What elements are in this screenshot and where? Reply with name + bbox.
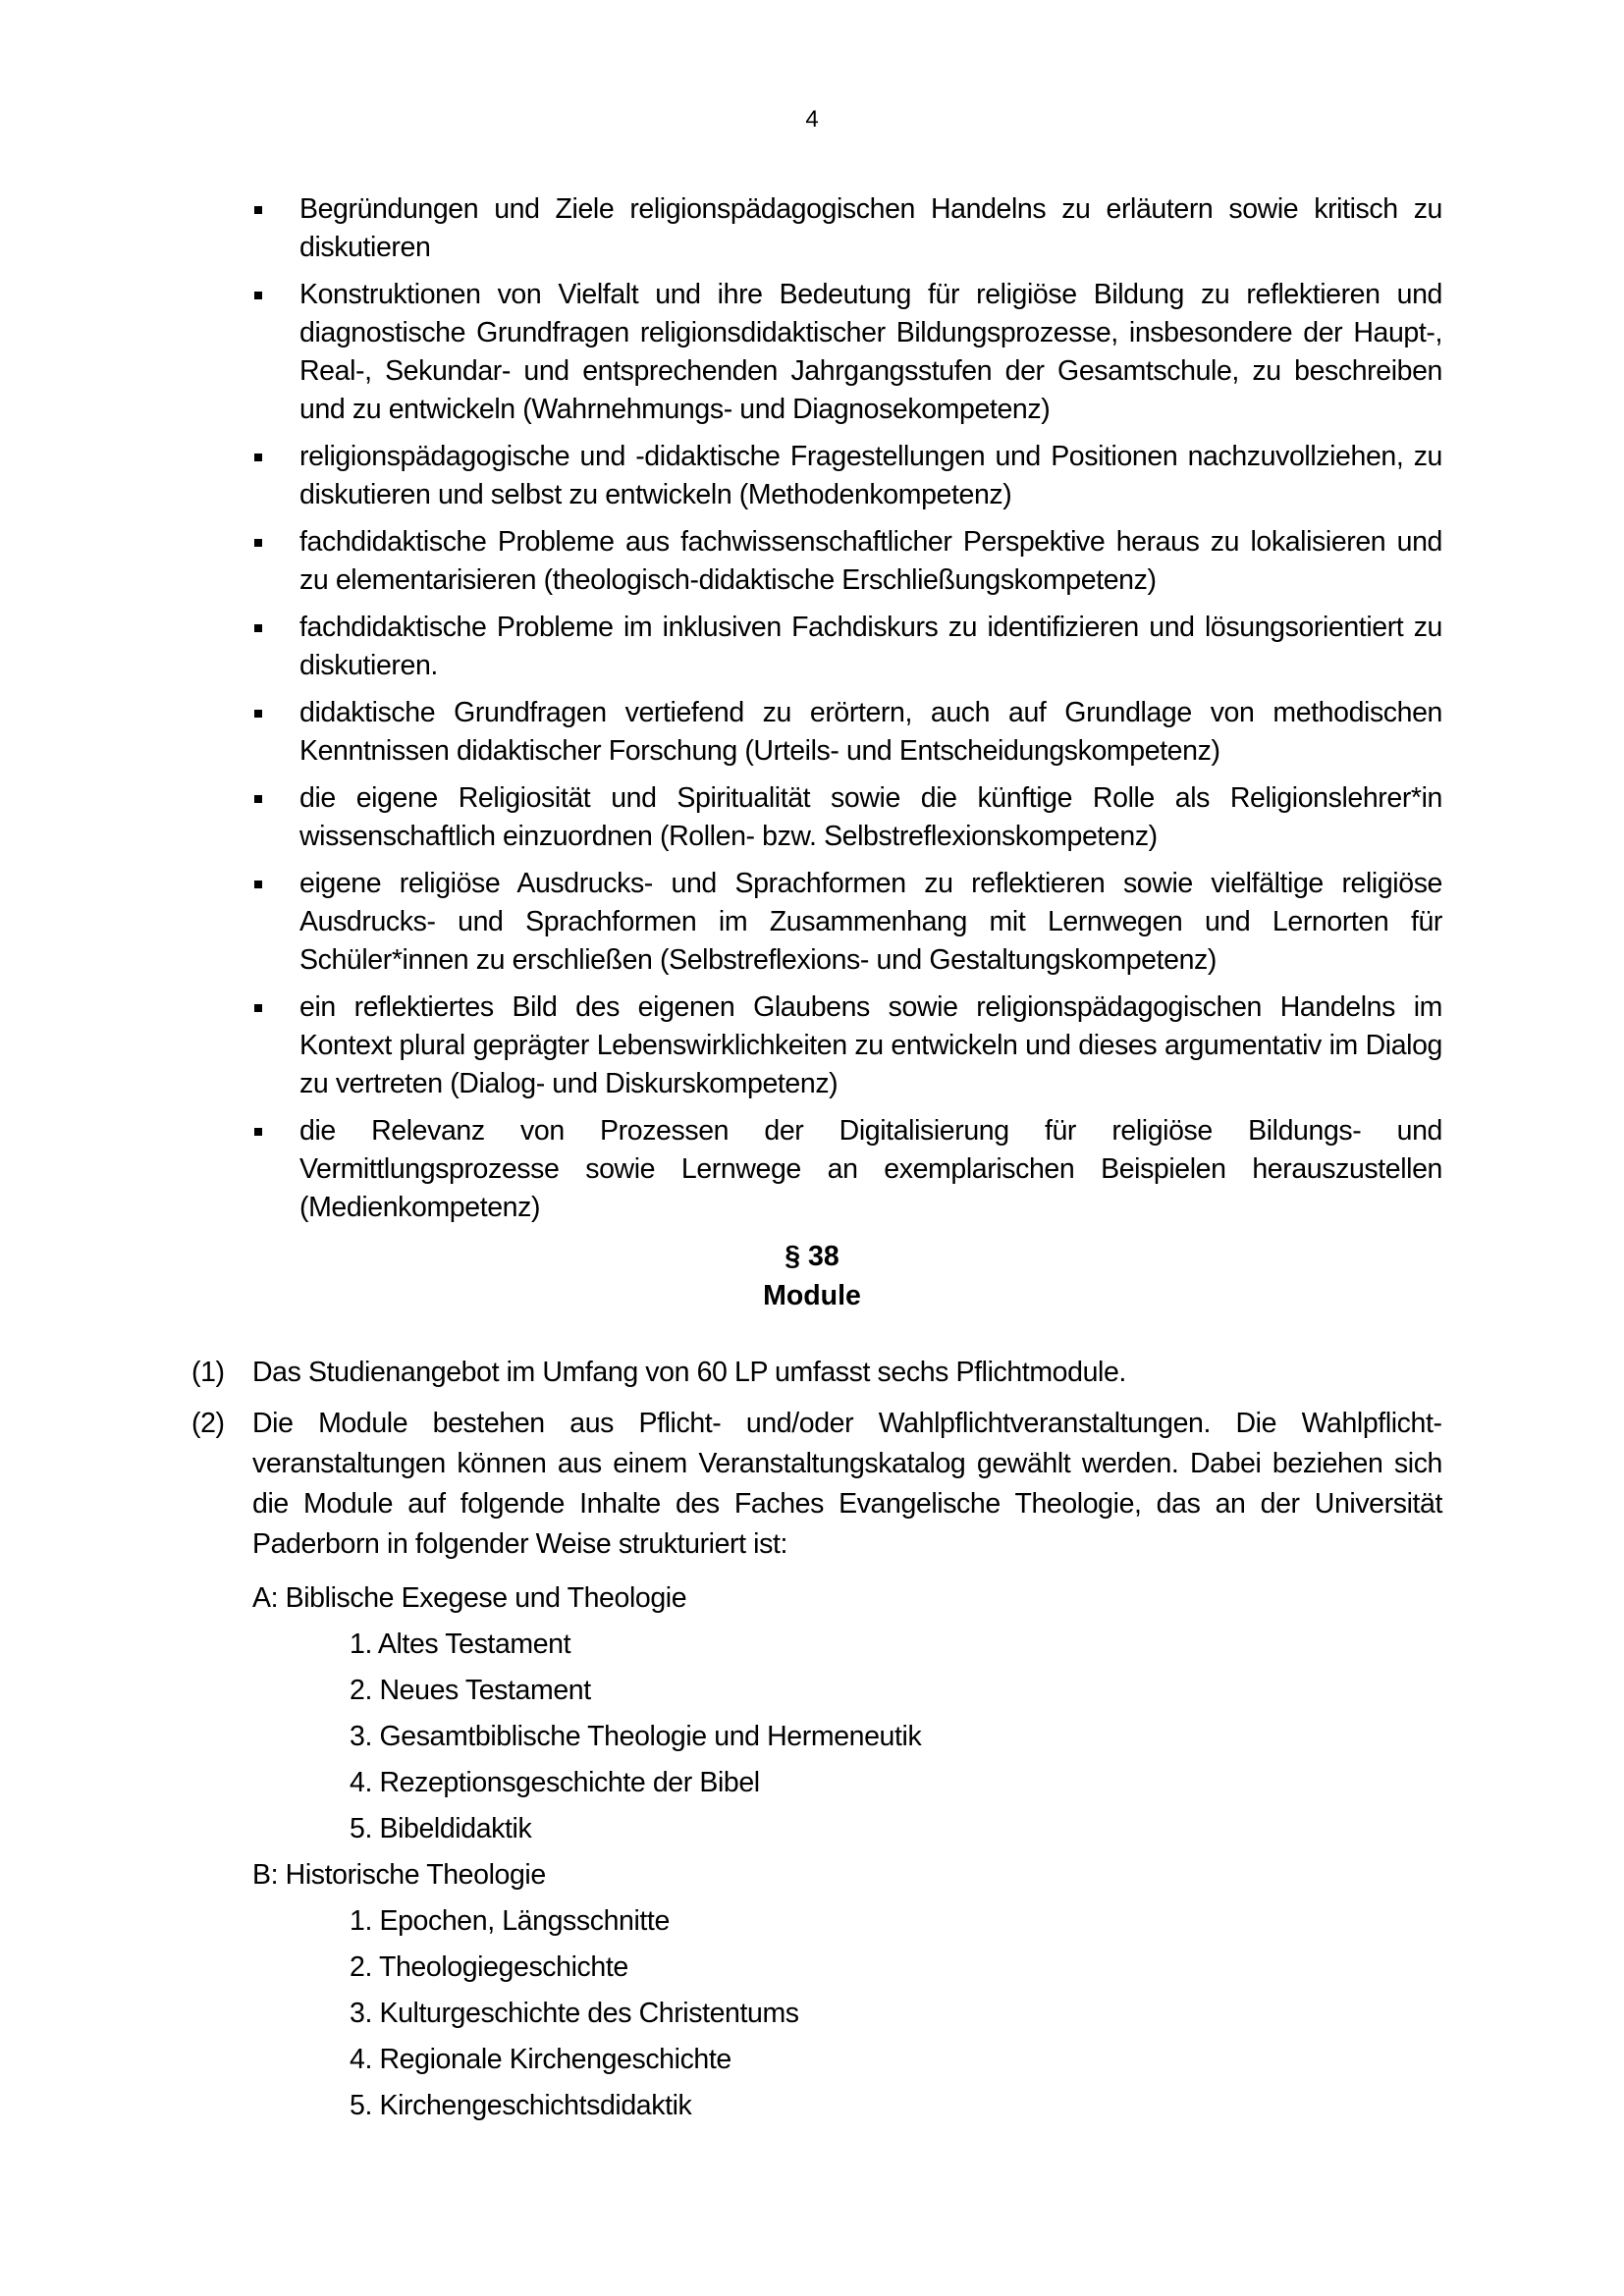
- bullet-square-icon: [254, 292, 262, 299]
- list-item-text: didaktische Grundfragen vertiefend zu erörtern, auch auf Grundlage von methodischen Kenntnissen didaktischer Forschung (Urteils- und Entscheidungskompetenz): [299, 697, 1442, 767]
- list-item: [250, 609, 1442, 685]
- bullet-square-icon: [254, 624, 262, 632]
- group-items: [350, 1622, 1442, 1852]
- section-title: Module: [763, 1280, 861, 1311]
- list-item-text: Begründungen und Ziele religionspädagogischen Handelns zu erläutern sowie kritisch zu diskutieren: [299, 193, 1442, 263]
- list-item: 1. Altes Testament: [350, 1629, 571, 1660]
- section-heading: [0, 1237, 1624, 1315]
- list-item: 3. Kulturgeschichte des Christentums: [350, 1998, 799, 2029]
- paragraph-number: (1): [191, 1357, 225, 1388]
- group-b: [191, 1852, 1442, 2129]
- list-item: 5. Bibeldidaktik: [350, 1813, 532, 1844]
- bullet-square-icon: [254, 795, 262, 803]
- list-item: 4. Rezeptionsgeschichte der Bibel: [350, 1767, 760, 1798]
- list-item-text: fachdidaktische Probleme im inklusiven Fachdiskurs zu identifizieren und lösungsorientiert zu diskutieren.: [299, 612, 1442, 681]
- group-title: B: Historische Theologie: [252, 1859, 546, 1891]
- list-item-text: Konstruktionen von Vielfalt und ihre Bedeutung für religiöse Bildung zu reflektieren und diagnostische Grundfragen religionsdidaktischer Bildungsprozesse, insbesondere der Haupt-, Real-, Sekundar- und entsprechenden Jahrgangsstufen der Gesamtschule, zu beschreiben und zu entwickeln (Wahrnehmungs- und Diagnosekompetenz): [299, 279, 1442, 425]
- list-item: 2. Theologiegeschichte: [350, 1951, 628, 1983]
- section-number: § 38: [785, 1241, 839, 1272]
- group-a: [191, 1575, 1442, 1852]
- list-item: [250, 438, 1442, 514]
- list-item-text: religionspädagogische und -didaktische Fragestellungen und Positionen nachzuvollziehen, zu diskutieren und selbst zu entwickeln (Methodenkompetenz): [299, 441, 1442, 510]
- bullet-square-icon: [254, 1004, 262, 1012]
- list-item: 5. Kirchengeschichtsdidaktik: [350, 2090, 692, 2121]
- group-items: [350, 1898, 1442, 2129]
- bullet-square-icon: [254, 454, 262, 461]
- list-item: [250, 1112, 1442, 1227]
- paragraph-1: [191, 1353, 1442, 1393]
- bullet-square-icon: [254, 710, 262, 718]
- list-item: [250, 779, 1442, 856]
- bullet-square-icon: [254, 1128, 262, 1136]
- paragraph-text: Die Module bestehen aus Pflicht- und/oder Wahlpflichtveranstaltungen. Die Wahlpflichtveranstaltungen können aus einem Veranstaltungskatalog gewählt werden. Dabei beziehen sich die Module auf folgende Inhalte des Faches Evangelische Theologie, das an der Universität Paderborn in folgender Weise strukturiert ist:: [252, 1408, 1442, 1560]
- list-item-text: die Relevanz von Prozessen der Digitalisierung für religiöse Bildungs- und Vermittlungsprozesse sowie Lernwege an exemplarischen Beispielen herauszustellen (Medienkompetenz): [299, 1115, 1442, 1223]
- paragraph-number: (2): [191, 1408, 225, 1439]
- paragraph-text: Das Studienangebot im Umfang von 60 LP umfasst sechs Pflichtmodule.: [252, 1357, 1126, 1388]
- list-item-text: die eigene Religiosität und Spiritualität sowie die künftige Rolle als Religionslehrer*in wissenschaftlich einzuordnen (Rollen- bzw. Selbstreflexionskompetenz): [299, 782, 1442, 852]
- paragraph-2: [191, 1404, 1442, 1565]
- list-item: [250, 988, 1442, 1103]
- list-item: [250, 276, 1442, 429]
- list-item-text: ein reflektiertes Bild des eigenen Glaubens sowie religionspädagogischen Handelns im Kontext plural geprägter Lebenswirklichkeiten zu entwickeln und dieses argumentativ im Dialog zu vertreten (Dialog- und Diskurskompetenz): [299, 991, 1442, 1099]
- page-number: 4: [805, 106, 819, 133]
- list-item: [250, 190, 1442, 267]
- list-item: [250, 865, 1442, 980]
- bullet-square-icon: [254, 206, 262, 214]
- list-item: [250, 694, 1442, 771]
- bullet-square-icon: [254, 539, 262, 547]
- bullet-square-icon: [254, 881, 262, 888]
- group-title: A: Biblische Exegese und Theologie: [252, 1582, 687, 1614]
- list-item: 4. Regionale Kirchengeschichte: [350, 2044, 731, 2075]
- list-item: 2. Neues Testament: [350, 1675, 591, 1706]
- list-item: 3. Gesamtbiblische Theologie und Hermeneutik: [350, 1721, 922, 1752]
- paragraphs: [191, 1353, 1442, 2129]
- list-item: [250, 523, 1442, 600]
- list-item: 1. Epochen, Längsschnitte: [350, 1905, 670, 1937]
- competency-list: [250, 190, 1442, 1236]
- list-item-text: eigene religiöse Ausdrucks- und Sprachformen zu reflektieren sowie vielfältige religiöse Ausdrucks- und Sprachformen im Zusammenhang mit Lernwegen und Lernorten für Schüler*innen zu erschließen (Selbstreflexions- und Gestaltungskompetenz): [299, 868, 1442, 976]
- list-item-text: fachdidaktische Probleme aus fachwissenschaftlicher Perspektive heraus zu lokalisieren und zu elementarisieren (theologisch-didaktische Erschließungskompetenz): [299, 526, 1442, 596]
